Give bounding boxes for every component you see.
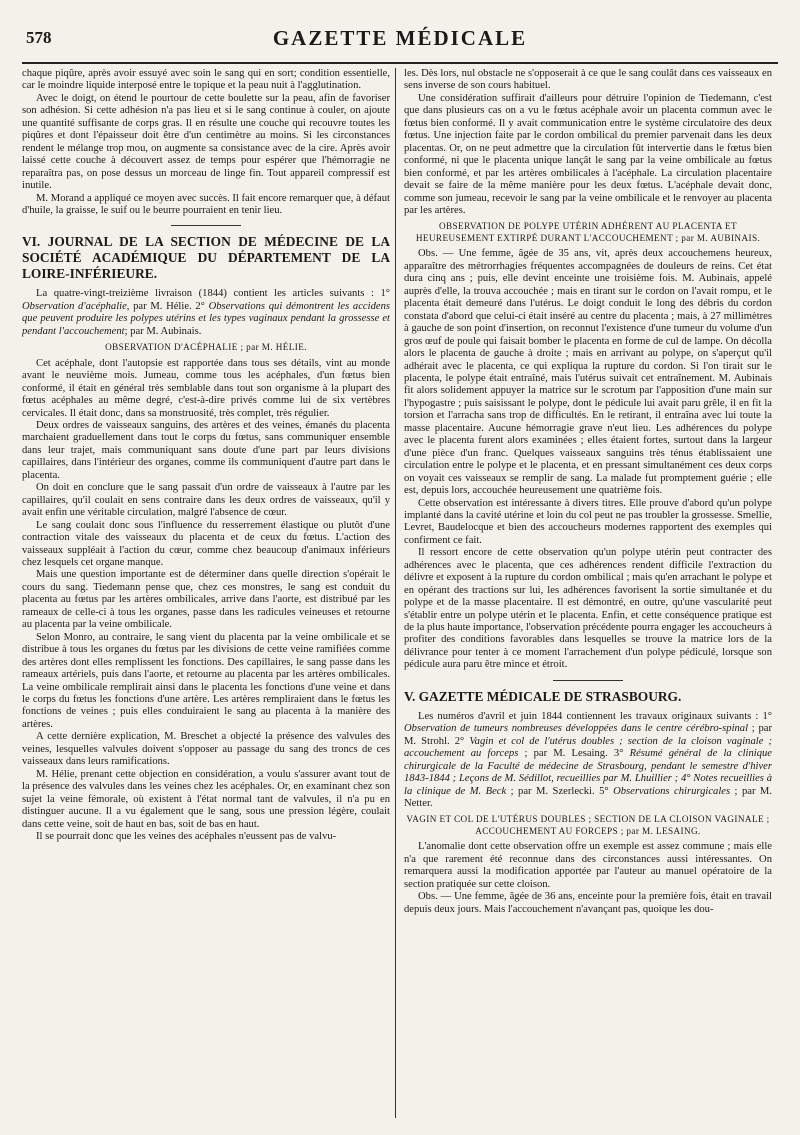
journal-title: GAZETTE MÉDICALE (272, 26, 528, 50)
paragraph: Le sang coulait donc sous l'influence du resserrement élastique ou plutôt d'une contraction vitale des vaisseaux du placenta et de ceux du fœtus. L'action des vaisseaux suppléait à l'action du cœur, comme chez beaucoup d'animaux inférieurs chez lesquels cet organe manque. (22, 519, 390, 568)
italic-title: Observations chirurgicales (613, 785, 731, 797)
paragraph: On doit en conclure que le sang passait d'un ordre de vaisseaux à l'autre par les capillaires, qu'il coulait en sens contraire dans les deux ordres de vaisseaux, qu'il y avait enfin une véritable circulation, malgré l'absence de cœur. (22, 482, 390, 519)
left-column (22, 68, 390, 1118)
column-rule (395, 68, 396, 1118)
italic-title: Observation de tumeurs nombreuses développées dans le centre cérébro-spinal (404, 723, 749, 735)
paragraph: Cet acéphale, dont l'autopsie est rapportée dans tous ses détails, vint au monde avant le neuvième mois. Jumeau, comme tous les acéphales, d'un fœtus bien conformé, il était en général très semblable dans tout son organisme à la plupart des fœtus acéphales au même degré, c'est-à-dire privés comme lui de six vertèbres cervicales. Il était donc, dans sa monstruosité, très complet, très régulier. (22, 357, 390, 419)
page-header (22, 22, 778, 64)
paragraph: chaque piqûre, après avoir essuyé avec soin le sang qui en sort; condition essentielle, car le moindre liquide interposé entre le topique et la peau nuit à l'agglutination. (22, 68, 390, 92)
italic-title: Résumé général de la clinique chirurgicale de la Faculté de médecine de Strasbourg, pendant le semestre d'hiver 1843-1844 ; Leçons de M. Sédillot, recueillies par M. Lhuillier ; 4° Notes recueillies à la clinique de M. Beck (404, 748, 772, 797)
text-run: ; par M. Szerlecki. 5° (506, 785, 614, 797)
text-run: ; par M. Lesaing. 3° (518, 748, 630, 760)
text-run: La quatre-vingt-treizième livraison (1844) contient les articles suivants : 1° (36, 288, 390, 300)
section-divider (553, 680, 623, 681)
italic-title: Vagin et col de l'utérus doubles ; section de la cloison vaginale ; accouchement au forceps (404, 735, 772, 760)
page-number: 578 (26, 28, 52, 47)
text-run: ; par M. Strohl. 2° (404, 723, 772, 747)
paragraph: M. Morand a appliqué ce moyen avec succès. Il fait encore remarquer que, à défaut d'huile, la graisse, le suif ou le beurre pourraient en tenir lieu. (22, 192, 390, 216)
text-run: ; par M. Netter. (404, 785, 772, 810)
paragraph: les. Dès lors, nul obstacle ne s'opposerait à ce que le sang coulât dans ces vaisseaux en sens inverse de son cours habituel. (404, 68, 772, 92)
article-subheading: OBSERVATION D'ACÉPHALIE ; par M. HÉLIE. (105, 342, 307, 353)
text-run: ; par M. Aubinais. (124, 325, 202, 337)
right-column (404, 68, 772, 1118)
paragraph: Il se pourrait donc que les veines des acéphales n'eussent pas de valvu- (36, 830, 337, 842)
paragraph: M. Hélie, prenant cette objection en considération, a voulu s'assurer avant tout de la présence des valvules dans les veines chez les acéphales. Or, en examinant chez son sujet la veine fémorale, où existent à l'état normal tant de valvules, il n'a pu en distinguer aucune. Il a vu également que le sang, sous une pression légère, coulait dans cette veine, soit de haut en bas, soit de bas en haut. (22, 768, 390, 830)
paragraph: Une considération suffirait d'ailleurs pour détruire l'opinion de Tiedemann, c'est que dans plusieurs cas on a vu le fœtus acéphale avoir un placenta commun avec le fœtus bien conformé. Il y avait communication entre le système circulatoire des deux fœtus. Une injection faite par le cordon ombilical du premier parvenait dans les deux placentas. Or, on ne peut admettre que la circulation fût intervertie dans le fœtus bien conformé, ni que le placenta unique lançât le sang par la veine ombilicale au fœtus bien conformé, et par les artères ombilicales à l'acéphale. La circulation placentaire devait se faire de la même manière pour les deux fœtus. L'acéphale devait donc, comme son jumeau, recevoir le sang par la veine ombilicale et le renvoyer au placenta par les artères. (404, 92, 772, 216)
paragraph: A cette dernière explication, M. Breschet a objecté la présence des valvules des veines, lesquelles valvules doivent s'opposer au passage du sang des troncs de ces vaisseaux dans leurs ramifications. (22, 731, 390, 768)
paragraph: Selon Monro, au contraire, le sang vient du placenta par la veine ombilicale et se distribue à tous les organes du fœtus par les divisions de cette veine ramifiées comme des artères dont elles remplissent les fonctions. Des capillaires, le sang passe dans les rameaux artériels, puis dans l'aorte, et retourne au placenta par les artères ombilicales. La veine ombilicale remplirait ainsi dans le placenta les fonctions d'une veine et dans le corps du fœtus les fonctions d'une artère. Les artères rempliraient dans le fœtus les fonctions de veines ; puis elles conduiraient le sang au placenta à la manière des artères. (22, 631, 390, 730)
paragraph: L'anomalie dont cette observation offre un exemple est assez commune ; mais elle n'a que rarement été reconnue dans des circonstances aussi intéressantes. On remarquera aussi la modification apportée par l'auteur au manuel opératoire de la section pratiquée sur cette cloison. (404, 841, 772, 890)
paragraph: Avec le doigt, on étend le pourtour de cette boulette sur la peau, afin de favoriser son adhésion. Si cette adhésion n'a pas lieu et si le sang continue à couler, on ajoute une quantité suffisante de corps gras. Il en résulte une couche qui recouvre toutes les piqûres et dont l'épaisseur doit être d'un centimètre au moins. Si les circonstances rendent le mélange trop mou, on augmente sa consistance avec de la cire. Après avoir laissé cette couche à découvert assez de temps pour espérer que l'hémorragie ne reparaîtra pas, on pose dessus un morceau de linge fin. Tout appareil compressif est inutile. (22, 92, 390, 192)
paragraph (22, 288, 390, 338)
paragraph: Deux ordres de vaisseaux sanguins, des artères et des veines, émanés du placenta marchaient graduellement dans tout le corps du fœtus, sans communiquer ensemble dans leur trajet, mais communiquant sans doute d'une part par leurs divisions capillaires, dans l'intérieur des organes, comme ils communiquent d'autre part dans le placenta. (22, 420, 390, 481)
article-subheading: VAGIN ET COL DE L'UTÉRUS DOUBLES ; SECTION DE LA CLOISON VAGINALE ; ACCOUCHEMENT AU FORCEPS ; par M. LESAING. (406, 814, 770, 836)
text-run: , par M. Hélie. 2° (126, 300, 209, 312)
section-heading: VI. JOURNAL DE LA SECTION DE MÉDECINE DE LA SOCIÉTÉ ACADÉMIQUE DU DÉPARTEMENT DE LA LOIRE-INFÉRIEURE. (22, 234, 390, 282)
section-divider (171, 225, 241, 226)
paragraph: Obs. — Une femme, âgée de 35 ans, vit, après deux accouchemens heureux, apparaître des métrorrhagies fréquentes accompagnées de douleurs de reins. Cet état dura cinq ans ; puis, elle devint enceinte une troisième fois. M. Aubinais, appelé auprès d'elle, la trouva accouchée ; mais en tirant sur le cordon on l'avait rompu, et le placenta était demeuré dans l'utérus. Le doigt conduit le long des débris du cordon constata d'abord que celui-ci était inséré au centre du placenta ; mais, à 27 millimètres à gauche de son point d'insertion, on reconnut l'existence d'une tumeur du volume d'un gros œuf de poule qui faisait bomber le placenta en forme de cul de lampe. On décolla alors le placenta de gauche à droite ; mais en arrivant au polype, on s'aperçut qu'il adhérait avec le placenta, ce qui expliqua la rupture du cordon. Si l'on tirait sur le placenta, le polype était entraîné, mais l'utérus suivait cet entraînement. M. Aubinais fit alors solidement appuyer la matrice sur le scrotum par l'apposition d'une main sur l'hypogastre ; puis saisissant le polype, dont le pédicule lui avait paru grêle, il en fit la torsion et l'arracha sans trop de difficultés. En le retirant, il entraîna avec lui toute la masse placentaire. Aucune hémorragie grave n'eut lieu. Les adhérences du polype avec le placenta furent alors examinées ; elles étaient fortes, surtout dans la largeur d'une pièce d'un franc. Quelques vaisseaux sanguins très ténus établissaient une circulation entre le polype et le placenta, et en pressant simultanément ces deux corps on voyait ces vaisseaux se remplir de sang. La malade fut promptement guérie ; elle est, depuis lors, accouchée heureusement une quatrième fois. (404, 248, 772, 497)
section-heading: V. GAZETTE MÉDICALE DE STRASBOURG. (404, 688, 682, 704)
paragraph: Mais une question importante est de déterminer dans quelle direction s'opérait le cours du sang. Tiedemann pense que, chez ces monstres, le sang est conduit du placenta au fœtus par les artères ombilicales, arrive dans l'aorte, est distribué par les rameaux de celle-ci à tous les organes, passe dans les radicules veineuses et retourne au placenta par la veine ombilicale. (22, 569, 390, 631)
italic-title: Observations qui démontrent les accidens que peuvent produire les polypes utérins et les types vaginaux pendant la grossesse et pendant l'accouchement (22, 300, 390, 337)
paragraph: Obs. — Une femme, âgée de 36 ans, enceinte pour la première fois, était en travail depuis deux jours. Mais l'accouchement n'avançant pas, quoique les dou- (404, 891, 772, 915)
paragraph (404, 711, 772, 811)
text-run: Les numéros d'avril et juin 1844 contiennent les travaux originaux suivants : 1° (418, 710, 772, 722)
article-subheading: OBSERVATION DE POLYPE UTÉRIN ADHÉRENT AU PLACENTA ET HEUREUSEMENT EXTIRPÉ DURANT L'ACCOUCHEMENT ; par M. AUBINAIS. (415, 221, 761, 243)
italic-title: Observation d'acéphalie (22, 300, 127, 312)
paragraph: Il ressort encore de cette observation qu'un polype utérin peut contracter des adhérences avec le placenta, que ces adhérences rendent difficile l'extraction du délivre et exposent à la rupture du cordon ombilical ; mais qu'en arrachant le polype et en opérant des tractions sur lui, les adhérences favorisent la sortie simultanée et du polype et de la masse placentaire. Il est démontré, en outre, qu'une vascularité peut s'établir entre un polype utérin et le placenta. Enfin, et cette conséquence pratique est de la plus haute importance, l'observation précédente pourra engager les accoucheurs à profiter des conditions favorables dans lesquelles se trouve la matrice lors de la délivrance pour tenter à ce moment l'arrachement d'un polype pédiculé, lorsque son pédicule aura paru être mince et étroit. (404, 547, 772, 671)
paragraph: Cette observation est intéressante à divers titres. Elle prouve d'abord qu'un polype implanté dans la cavité utérine et loin du col peut ne pas troubler la grossesse. Smellie, Levret, Baudelocque et bien des accoucheurs modernes rapportent des exemples qui confirment ce fait. (404, 497, 772, 546)
